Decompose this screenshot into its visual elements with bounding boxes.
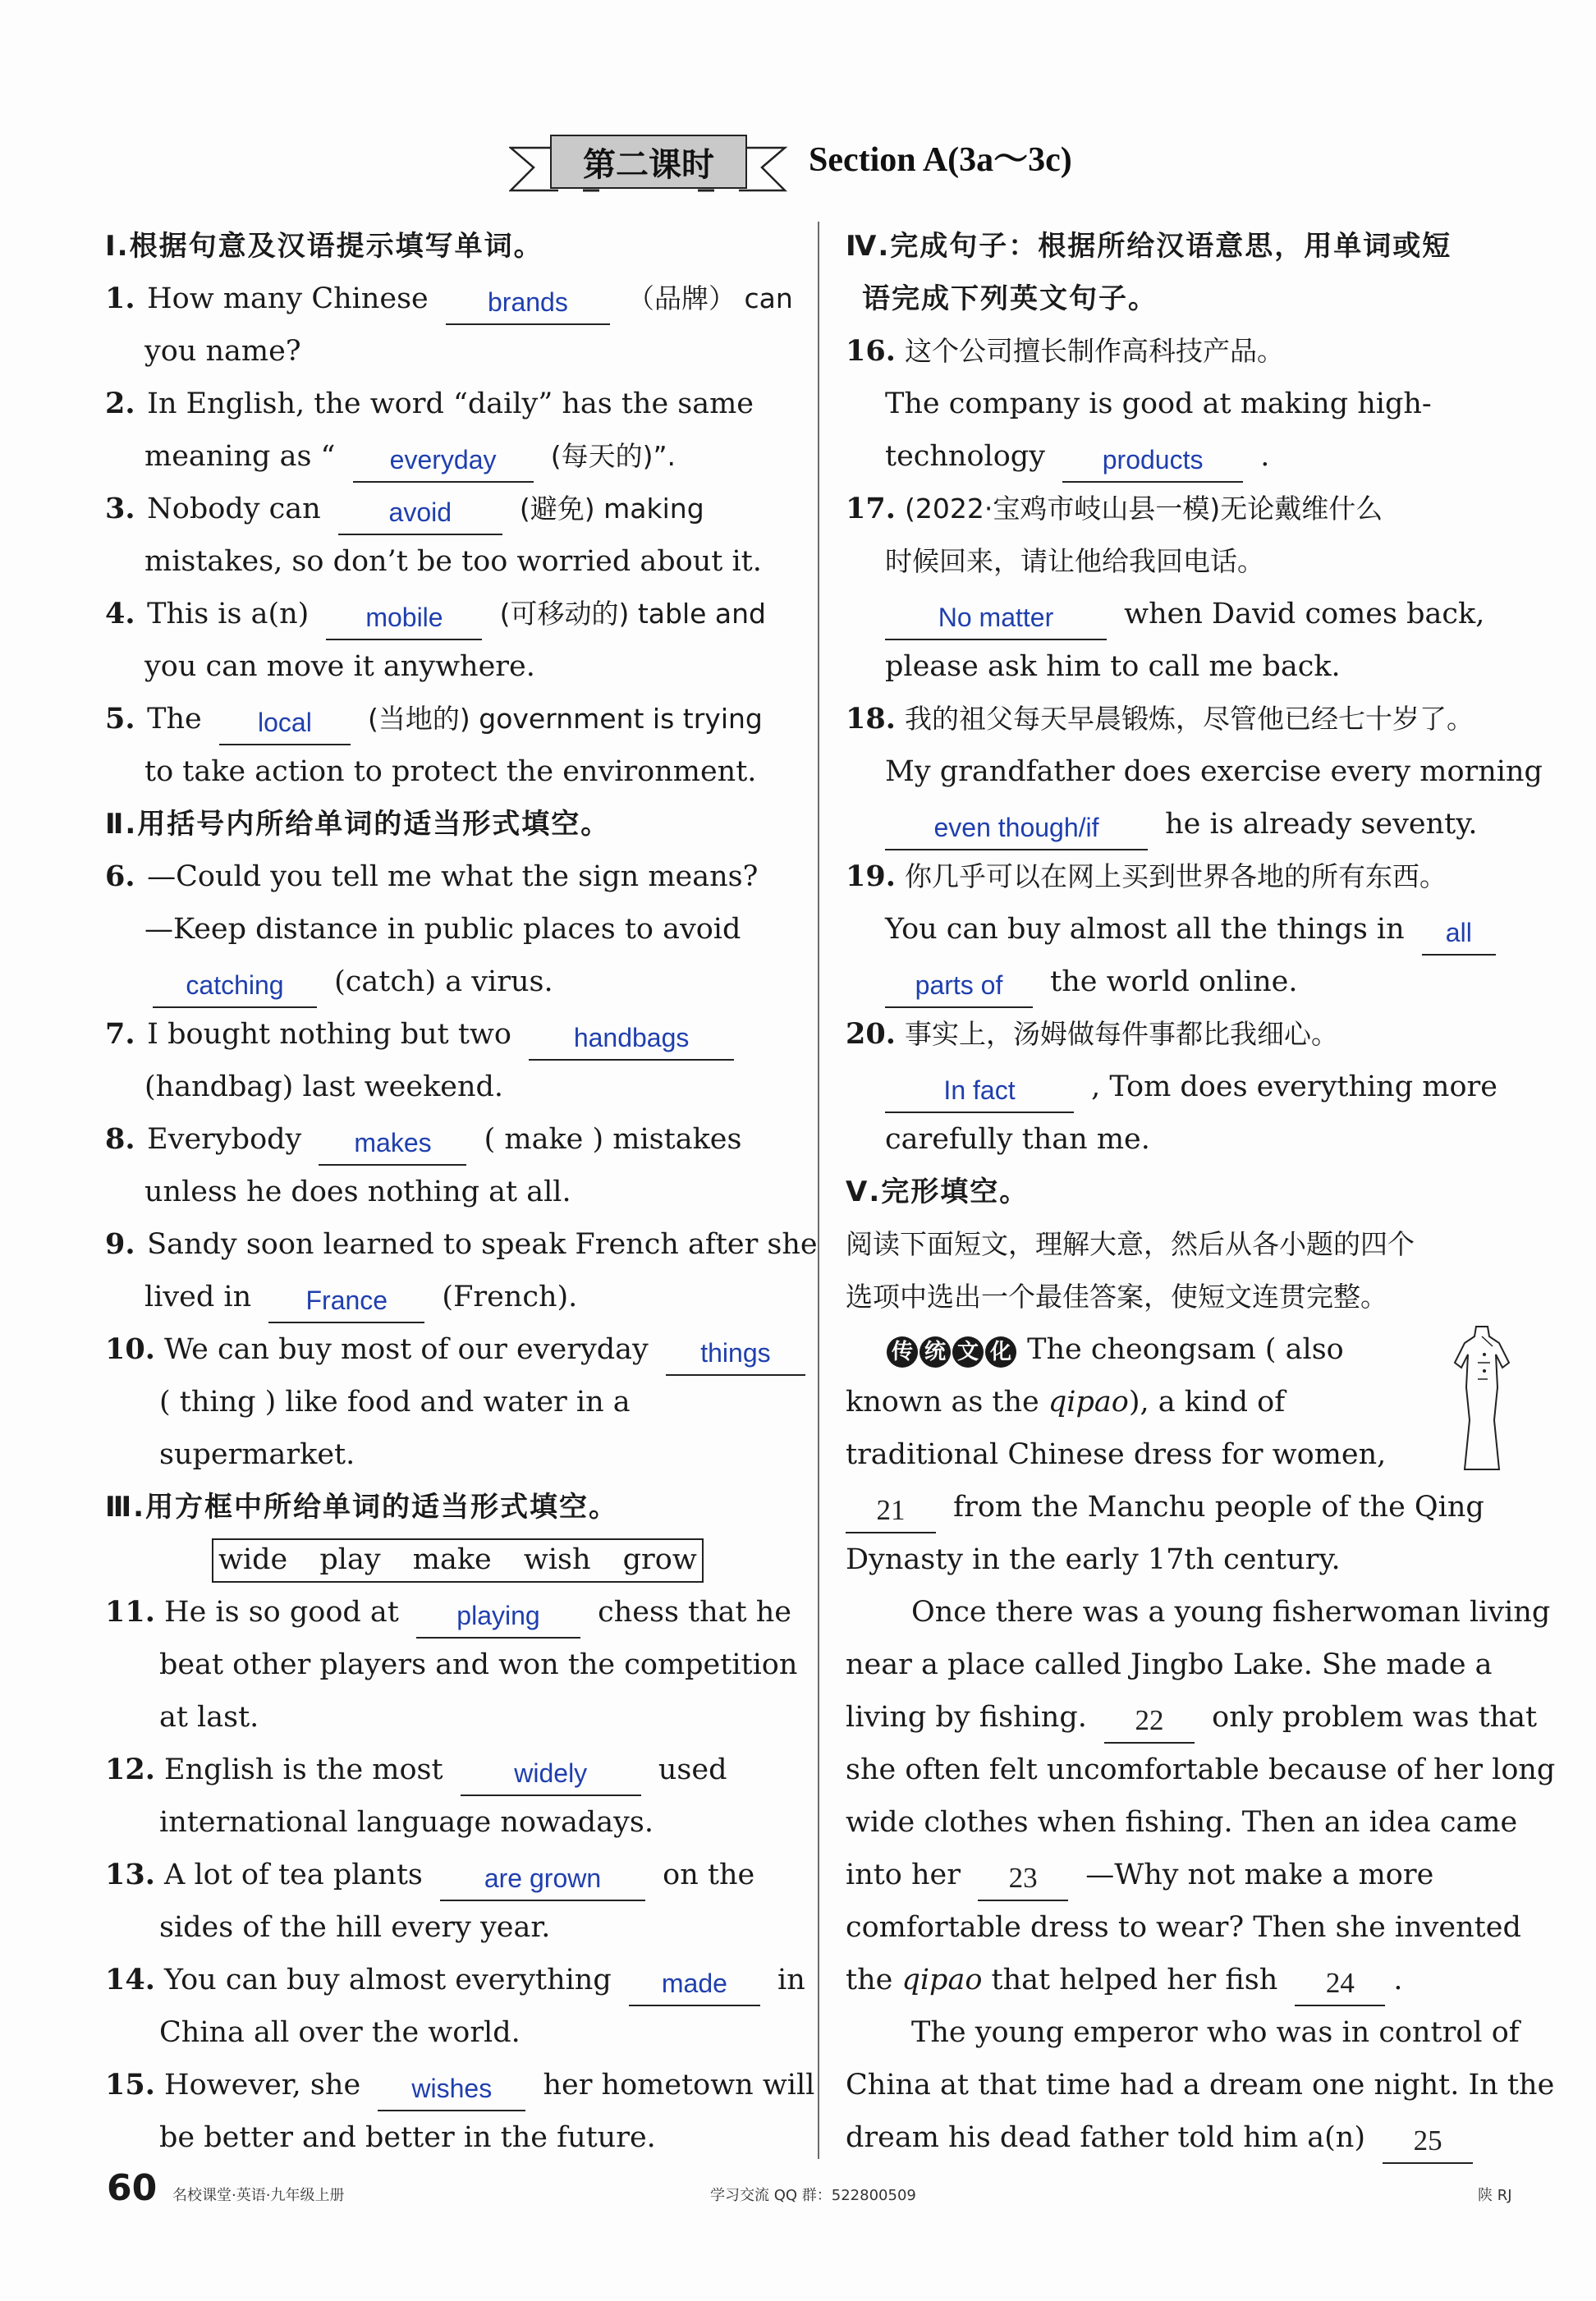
answer-blank[interactable]: parts of	[885, 967, 1033, 1008]
passage-text: dream his dead father told him a(n)	[846, 2121, 1365, 2154]
question-number: 19.	[846, 859, 896, 893]
question-text: mistakes, so don’t be too worried about it.	[144, 545, 762, 578]
question-text: he is already seventy.	[1165, 808, 1478, 841]
qq-group: 学习交流 QQ 群：522800509	[710, 2187, 916, 2204]
answer-blank[interactable]: made	[629, 1965, 760, 2006]
question-text: carefully than me.	[885, 1123, 1150, 1156]
question-text: —Could you tell me what the sign means?	[147, 860, 759, 893]
badge-char: 文	[952, 1336, 984, 1368]
question-number: 4.	[105, 597, 135, 630]
passage-line	[846, 2111, 1527, 2164]
cloze-blank-25[interactable]: 25	[1383, 2123, 1473, 2164]
question-text: beat other players and won the competition	[159, 1648, 798, 1681]
badge-char: 传	[887, 1336, 918, 1368]
answer-blank[interactable]: are grown	[440, 1860, 645, 1901]
column-divider	[818, 222, 819, 2159]
question-text: ( make ) mistakes	[484, 1123, 742, 1156]
question-text: He is so good at	[164, 1596, 399, 1629]
passage-line	[846, 1376, 1527, 1428]
question-text: Sandy soon learned to speak French after she	[147, 1228, 818, 1261]
question-text: (可移动的) table and	[499, 598, 766, 630]
question-18-cont	[846, 798, 1527, 850]
section-1-title: Ⅰ.根据句意及汉语提示填写单词。	[105, 230, 543, 263]
question-text: (避免) making	[519, 493, 704, 525]
question-text: international language nowadays.	[159, 1806, 654, 1839]
cloze-blank-21[interactable]: 21	[846, 1492, 936, 1533]
question-text: English is the most	[164, 1753, 443, 1786]
section-4-title-cont: 语完成下列英文句子。	[862, 282, 1158, 315]
question-number: 7.	[105, 1017, 135, 1051]
question-14	[105, 1954, 805, 2006]
lesson-title: 第二课时	[550, 135, 747, 189]
question-text: However, she	[164, 2069, 361, 2102]
question-number: 2.	[105, 387, 135, 420]
question-2-cont	[105, 430, 787, 483]
question-text: How many Chinese	[147, 282, 429, 315]
question-number: 9.	[105, 1227, 135, 1261]
passage-text: into her	[846, 1859, 961, 1891]
question-text: (每天的)”.	[550, 440, 676, 472]
question-19	[846, 850, 1527, 903]
question-text: .	[1260, 440, 1270, 473]
question-text: lived in	[144, 1281, 252, 1313]
question-text: ( thing ) like food and water in a	[159, 1386, 631, 1419]
question-11	[105, 1586, 791, 1639]
question-number: 12.	[105, 1753, 155, 1786]
question-text: （品牌） can	[627, 282, 793, 314]
section-3-title: Ⅲ.用方框中所给单词的适当形式填空。	[105, 1491, 619, 1524]
question-text: The	[147, 703, 202, 736]
left-column	[105, 220, 818, 2164]
question-text: Nobody can	[147, 493, 321, 525]
passage-text: Dynasty in the early 17th century.	[846, 1543, 1341, 1576]
word-box-row	[105, 1533, 787, 1586]
question-number: 18.	[846, 702, 896, 736]
question-text: Everybody	[147, 1123, 302, 1156]
question-18	[846, 693, 1527, 745]
question-20	[846, 1008, 1527, 1061]
passage-line	[846, 1954, 1527, 2006]
question-9-cont	[105, 1271, 787, 1323]
passage-text: Once there was a young fisherwoman living	[911, 1596, 1551, 1629]
section-5-title: Ⅴ.完形填空。	[846, 1176, 1030, 1208]
passage-text: qipao	[1048, 1386, 1129, 1419]
question-text: A lot of tea plants	[164, 1859, 423, 1891]
word-box: wide play make wish grow	[212, 1538, 704, 1583]
question-text: meaning as “	[144, 440, 336, 473]
badge-char: 统	[920, 1336, 951, 1368]
question-text: please ask him to call me back.	[885, 650, 1341, 683]
question-text: at last.	[159, 1701, 259, 1734]
question-7	[105, 1008, 787, 1061]
question-text: unless he does nothing at all.	[144, 1176, 571, 1208]
question-15	[105, 2059, 815, 2111]
answer-blank[interactable]: France	[268, 1282, 424, 1323]
question-text: you can move it anywhere.	[144, 650, 535, 683]
question-10	[105, 1323, 787, 1376]
question-9	[105, 1218, 818, 1271]
answer-blank[interactable]: everyday	[353, 442, 534, 483]
passage-text: .	[1393, 1964, 1403, 1996]
question-text: (handbag) last weekend.	[144, 1070, 504, 1103]
edition-label: 陕 RJ	[1478, 2187, 1512, 2204]
question-text: used	[658, 1753, 727, 1786]
question-text: The company is good at making high-	[885, 387, 1432, 420]
passage-text: comfortable dress to wear? Then she invented	[846, 1911, 1521, 1944]
lesson-banner	[509, 131, 788, 197]
question-20-cont	[846, 1061, 1527, 1113]
question-1	[105, 273, 793, 325]
question-17	[846, 483, 1527, 535]
question-number: 8.	[105, 1122, 135, 1156]
answer-blank[interactable]: local	[219, 704, 351, 745]
question-number: 10.	[105, 1332, 155, 1366]
qipao-dress-icon	[1445, 1322, 1519, 1478]
question-text: you name?	[144, 335, 301, 368]
section-5-instruction: 阅读下面短文，理解大意，然后从各小题的四个	[846, 1228, 1415, 1260]
passage-text: The young emperor who was in control of	[911, 2016, 1520, 2049]
question-2	[105, 378, 787, 430]
answer-blank[interactable]: No matter	[885, 599, 1107, 640]
question-number: 5.	[105, 702, 135, 736]
section-4-title: Ⅳ.完成句子：根据所给汉语意思，用单词或短	[846, 230, 1452, 263]
answer-blank[interactable]: brands	[446, 284, 610, 325]
passage-text: that helped her fish	[982, 1964, 1278, 1996]
passage-text: the	[846, 1964, 902, 1996]
question-text: This is a(n)	[147, 598, 310, 630]
question-text: , Tom does everything more	[1091, 1070, 1497, 1103]
passage-line	[846, 1481, 1527, 1533]
answer-blank[interactable]: even though/if	[885, 809, 1148, 850]
page-footer	[82, 2167, 1527, 2216]
question-3	[105, 483, 787, 535]
question-17-cont	[846, 588, 1527, 640]
question-number: 20.	[846, 1017, 896, 1051]
question-chinese: 事实上，汤姆做每件事都比我细心。	[905, 1018, 1339, 1050]
question-text: My grandfather does exercise every morning	[885, 755, 1543, 788]
answer-blank[interactable]: mobile	[326, 599, 482, 640]
passage-text: ), a kind of	[1128, 1386, 1286, 1419]
question-text: We can buy most of our everyday	[164, 1333, 649, 1366]
answer-blank[interactable]: handbags	[529, 1020, 734, 1061]
question-number: 16.	[846, 334, 896, 368]
question-number: 1.	[105, 282, 135, 315]
question-6-cont	[105, 956, 787, 1008]
question-13	[105, 1849, 787, 1901]
answer-blank[interactable]: avoid	[338, 494, 502, 535]
question-text: You can buy almost all the things in	[885, 913, 1405, 946]
answer-blank[interactable]: In fact	[885, 1072, 1074, 1113]
question-number: 14.	[105, 1963, 155, 1996]
answer-blank[interactable]: all	[1422, 914, 1496, 956]
question-text: be better and better in the future.	[159, 2121, 656, 2154]
answer-blank[interactable]: products	[1062, 442, 1243, 483]
question-text: technology	[885, 440, 1045, 473]
answer-blank[interactable]: playing	[416, 1597, 580, 1639]
passage-text: known as the	[846, 1386, 1048, 1419]
answer-blank[interactable]: makes	[319, 1125, 466, 1166]
question-text: in	[777, 1964, 805, 1996]
lesson-header	[509, 131, 1133, 205]
passage-text: qipao	[901, 1964, 983, 1996]
answer-blank[interactable]: catching	[153, 967, 317, 1008]
question-16	[846, 325, 1527, 378]
question-text: chess that he	[598, 1596, 791, 1629]
cloze-blank-23[interactable]: 23	[978, 1860, 1068, 1901]
passage-text: —Why not make a more	[1085, 1859, 1434, 1891]
question-text: to take action to protect the environment.	[144, 755, 757, 788]
right-column	[846, 220, 1556, 2164]
question-5	[105, 693, 787, 745]
passage-text: near a place called Jingbo Lake. She made a	[846, 1648, 1493, 1681]
question-6	[105, 850, 787, 903]
question-19-cont	[846, 903, 1527, 956]
passage-line	[846, 1849, 1527, 1901]
question-text: when David comes back,	[1124, 598, 1485, 630]
question-number: 17.	[846, 492, 896, 525]
passage-text: living by fishing.	[846, 1701, 1087, 1734]
answer-blank[interactable]: wishes	[378, 2070, 525, 2111]
question-number: 15.	[105, 2068, 155, 2102]
question-12	[105, 1744, 787, 1796]
question-text: on the	[663, 1859, 755, 1891]
question-chinese: 这个公司擅长制作高科技产品。	[905, 335, 1285, 367]
answer-blank[interactable]: widely	[461, 1755, 641, 1796]
culture-badge	[887, 1333, 1018, 1366]
passage-line	[846, 1323, 1527, 1376]
question-number: 3.	[105, 492, 135, 525]
question-chinese: 时候回来，请让他给我回电话。	[885, 545, 1264, 577]
question-text: In English, the word “daily” has the same	[147, 387, 754, 420]
passage-text: she often felt uncomfortable because of her long	[846, 1753, 1556, 1786]
cloze-blank-22[interactable]: 22	[1104, 1703, 1195, 1744]
cloze-blank-24[interactable]: 24	[1295, 1965, 1385, 2006]
question-8	[105, 1113, 787, 1166]
passage-text: The cheongsam ( also	[1027, 1333, 1344, 1366]
question-text: China all over the world.	[159, 2016, 521, 2049]
question-chinese: (2022·宝鸡市岐山县一模)无论戴维什么	[905, 493, 1383, 525]
question-text: (French).	[442, 1281, 578, 1313]
section-5-instruction: 选项中选出一个最佳答案，使短文连贯完整。	[846, 1281, 1387, 1313]
question-text: (当地的) government is trying	[368, 703, 763, 735]
passage-text: wide clothes when fishing. Then an idea came	[846, 1806, 1518, 1839]
question-text: her hometown will	[543, 2069, 815, 2102]
question-text: —Keep distance in public places to avoid	[144, 913, 741, 946]
question-text: (catch) a virus.	[334, 965, 553, 998]
page-number: 60	[107, 2167, 158, 2209]
book-title: 名校课堂·英语·九年级上册	[172, 2187, 345, 2204]
question-text: I bought nothing but two	[147, 1018, 511, 1051]
badge-char: 化	[985, 1336, 1016, 1368]
question-chinese: 你几乎可以在网上买到世界各地的所有东西。	[905, 860, 1447, 892]
passage-text: China at that time had a dream one night. In the	[846, 2069, 1555, 2102]
section-2-title: Ⅱ.用括号内所给单词的适当形式填空。	[105, 808, 611, 841]
answer-blank[interactable]: things	[666, 1335, 805, 1376]
question-19-cont2	[846, 956, 1527, 1008]
passage-text: traditional Chinese dress for women,	[846, 1438, 1387, 1471]
passage-line	[846, 1691, 1538, 1744]
question-4	[105, 588, 787, 640]
question-text: You can buy almost everything	[164, 1964, 612, 1996]
question-text: supermarket.	[159, 1438, 355, 1471]
question-number: 13.	[105, 1858, 155, 1891]
question-chinese: 我的祖父每天早晨锻炼，尽管他已经七十岁了。	[905, 703, 1474, 735]
passage-text: only problem was that	[1212, 1701, 1538, 1734]
section-title: Section A(3a～3c)	[809, 141, 1072, 179]
question-number: 11.	[105, 1595, 155, 1629]
question-text: the world online.	[1050, 965, 1298, 998]
passage-text: from the Manchu people of the Qing	[953, 1491, 1484, 1524]
question-number: 6.	[105, 859, 135, 893]
question-text: sides of the hill every year.	[159, 1911, 551, 1944]
question-16-cont	[846, 430, 1527, 483]
